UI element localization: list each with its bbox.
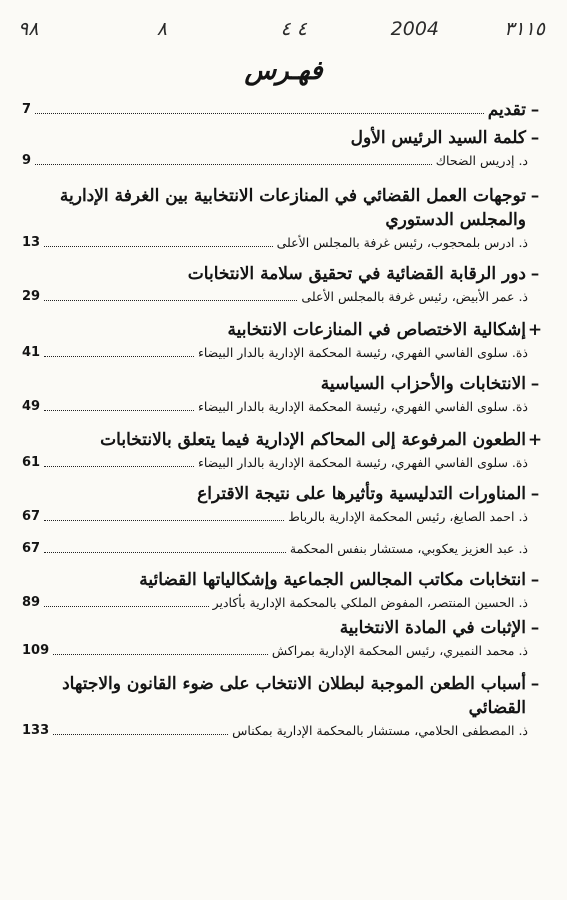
dot-leader [44, 410, 194, 411]
toc-entry [22, 98, 544, 122]
toc-entry [22, 428, 544, 474]
entry-bullet: + [527, 430, 543, 450]
toc-entry [22, 482, 544, 560]
dot-leader [35, 113, 484, 114]
entry-title-row [22, 262, 544, 286]
dot-leader [44, 466, 194, 467]
toc-entry [22, 262, 544, 308]
entry-title-row [22, 318, 544, 342]
entry-bullet: – [530, 618, 540, 638]
entry-author: ذ. ادرس بلمحجوب، رئيس غرفة بالمجلس الأعلى [276, 235, 528, 250]
page-number: 29 [22, 289, 41, 304]
entry-author-row [22, 232, 544, 254]
page-title: فهـرس [244, 56, 323, 86]
page-number: 49 [22, 399, 41, 414]
entry-bullet: – [530, 186, 540, 206]
entry-author: ذ. عمر الأبيض، رئيس غرفة بالمجلس الأعلى [301, 289, 528, 304]
page-number: 133 [22, 723, 50, 738]
entry-author: ذة. سلوى الفاسي الفهري، رئيسة المحكمة الإدارية بالدار البيضاء [197, 399, 528, 414]
entry-bullet: – [530, 264, 540, 284]
entry-author-row [22, 720, 544, 742]
handwritten-note: ٨ [156, 18, 167, 40]
page-number: 9 [22, 153, 32, 168]
entry-title-row [22, 126, 544, 150]
entry-bullet: – [530, 674, 540, 694]
page-number: 67 [22, 541, 41, 556]
entry-title: تقديم [487, 100, 526, 120]
entry-title-row [22, 482, 544, 506]
entry-bullet: – [530, 570, 540, 590]
entry-title: أسباب الطعن الموجبة لبطلان الانتخاب على ضوء القانون والاجتهاد القضائي [62, 674, 526, 718]
entry-author: ذ. الحسين المنتصر، المفوض الملكي بالمحكمة الإدارية بأكادير [212, 595, 528, 610]
entry-title: دور الرقابة القضائية في تحقيق سلامة الانتخابات [187, 264, 526, 284]
dot-leader [53, 654, 268, 655]
entry-bullet: – [530, 100, 540, 120]
handwritten-note: ٩٨ [18, 18, 39, 40]
entry-title-row [22, 616, 544, 640]
entry-title-row [22, 428, 544, 452]
entry-bullet: – [530, 128, 540, 148]
entry-author-row [22, 286, 544, 308]
toc-entry [22, 126, 544, 172]
toc-entry [22, 568, 544, 614]
handwritten-note: 2004 [390, 18, 439, 40]
entry-title: كلمة السيد الرئيس الأول [350, 128, 526, 148]
entry-author-row [22, 506, 544, 528]
entry-author-row [22, 452, 544, 474]
entry-title: الطعون المرفوعة إلى المحاكم الإدارية فيما يتعلق بالانتخابات [100, 430, 526, 450]
dot-leader [44, 520, 284, 521]
entry-title: انتخابات مكاتب المجالس الجماعية وإشكالياتها القضائية [139, 570, 526, 590]
entry-author-row [22, 640, 544, 662]
toc-entry [22, 616, 544, 662]
dot-leader [53, 734, 228, 735]
dot-leader [44, 356, 194, 357]
dot-leader [44, 246, 273, 247]
entry-author-row [22, 342, 544, 364]
toc-entry [22, 318, 544, 364]
toc-entry [22, 672, 544, 742]
page-number: 61 [22, 455, 41, 470]
entry-title: إشكالية الاختصاص في المنازعات الانتخابية [227, 320, 526, 340]
entry-title: توجهات العمل القضائي في المنازعات الانتخابية بين الغرفة الإدارية والمجلس الدستوري [59, 186, 526, 230]
entry-title: الإثبات في المادة الانتخابية [339, 618, 526, 638]
entry-author-row [22, 538, 544, 560]
toc-entry [22, 184, 544, 254]
dot-leader [44, 606, 209, 607]
entry-author: ذ. المصطفى الحلامي، مستشار بالمحكمة الإدارية بمكناس [232, 723, 528, 738]
toc-entry [22, 372, 544, 418]
entry-author: ذة. سلوى الفاسي الفهري، رئيسة المحكمة الإدارية بالدار البيضاء [197, 345, 528, 360]
entry-title: المناورات التدليسية وتأثيرها على نتيجة الاقتراع [197, 484, 526, 504]
entry-title-row [22, 672, 544, 720]
entry-title-row [22, 372, 544, 396]
page-number: 13 [22, 235, 41, 250]
entry-title-row [22, 568, 544, 592]
entry-bullet: – [530, 484, 540, 504]
toc-entry-row [22, 98, 544, 122]
table-of-contents [22, 98, 544, 742]
page-number: 109 [22, 643, 50, 658]
entry-author-row [22, 396, 544, 418]
entry-author: ذ. عبد العزيز يعكوبي، مستشار بنفس المحكمة [289, 541, 528, 556]
entry-author-row [22, 150, 544, 172]
handwritten-note: ٣١١٥ [504, 18, 545, 40]
entry-author-row [22, 592, 544, 614]
dot-leader [44, 552, 286, 553]
entry-bullet: – [530, 374, 540, 394]
dot-leader [44, 300, 297, 301]
page-number: 41 [22, 345, 41, 360]
dot-leader [35, 164, 432, 165]
page-number: 7 [22, 102, 32, 117]
entry-title-row [22, 184, 544, 232]
entry-author: ذ. احمد الصايغ، رئيس المحكمة الإدارية بالرباط [288, 509, 528, 524]
entry-author: د. إدريس الضحاك [435, 153, 528, 168]
page-number: 89 [22, 595, 41, 610]
handwritten-note: ٤ ٤ [280, 18, 307, 40]
entry-author: ذة. سلوى الفاسي الفهري، رئيسة المحكمة الإدارية بالدار البيضاء [197, 455, 528, 470]
entry-author: ذ. محمد النميري، رئيس المحكمة الإدارية بمراكش [271, 643, 528, 658]
page-number: 67 [22, 509, 41, 524]
entry-bullet: + [527, 320, 543, 340]
entry-title: الانتخابات والأحزاب السياسية [320, 374, 526, 394]
